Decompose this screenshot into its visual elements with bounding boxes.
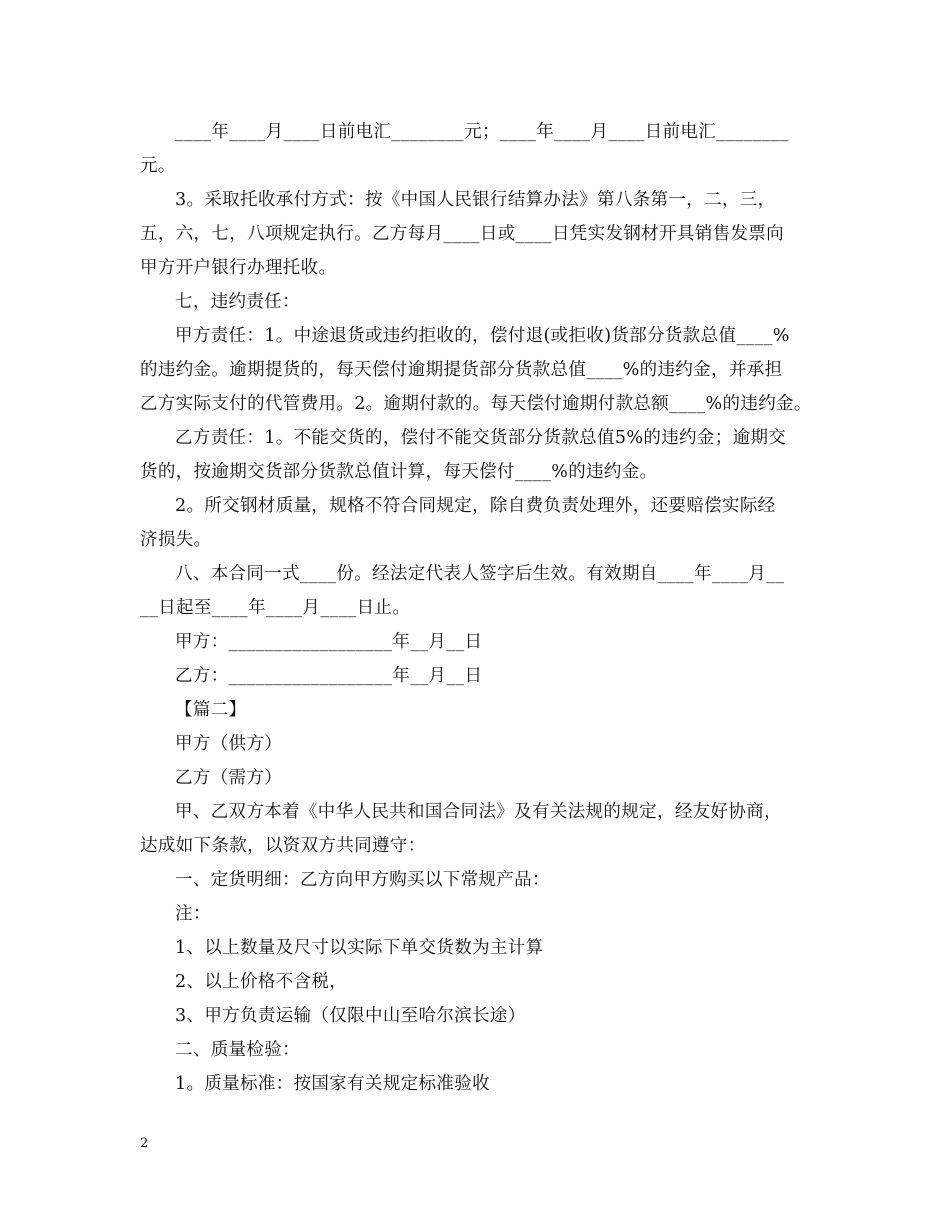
paragraph-line: 元。	[140, 156, 176, 176]
paragraph-line: 货的，按逾期交货部分货款总值计算，每天偿付____%的违约金。	[140, 462, 658, 482]
party-a-label: 甲方（供方）	[175, 734, 283, 754]
paragraph-line: 济损失。	[140, 530, 212, 550]
signature-line-party-b: 乙方：__________________年__月__日	[175, 666, 483, 686]
paragraph-line: 甲方开户银行办理托收。	[140, 258, 337, 278]
party-b-label: 乙方（需方）	[175, 768, 283, 788]
paragraph-line: 甲、乙双方本着《中华人民共和国合同法》及有关法规的规定，经友好协商，	[175, 802, 782, 822]
paragraph-line: 2。所交钢材质量，规格不符合同规定，除自费负责处理外，还要赔偿实际经	[175, 496, 776, 516]
section-title: 【篇二】	[175, 700, 247, 720]
paragraph-line: 五，六，七，八项规定执行。乙方每月____日或____日凭实发钢材开具销售发票向	[140, 224, 784, 244]
signature-line-party-a: 甲方：__________________年__月__日	[175, 632, 483, 652]
paragraph-line: 3。采取托收承付方式：按《中国人民银行结算办法》第八条第一，二，三，	[175, 190, 776, 210]
section-heading: 二、质量检验：	[175, 1040, 300, 1060]
list-item: 3、甲方负责运输（仅限中山至哈尔滨长途）	[175, 1006, 526, 1026]
section-heading: 一、定货明细：乙方向甲方购买以下常规产品：	[175, 870, 550, 890]
page-number: 2	[140, 1136, 149, 1151]
document-body	[140, 115, 812, 1101]
paragraph-line: 的违约金。逾期提货的，每天偿付逾期提货部分货款总值____%的违约金，并承担	[140, 360, 783, 380]
paragraph-line: 甲方责任：1。中途退货或违约拒收的，偿付退(或拒收)货部分货款总值____%	[175, 326, 790, 346]
paragraph-line: 八、本合同一式____份。经法定代表人签字后生效。有效期自____年____月__	[175, 564, 785, 584]
paragraph-line: 乙方实际支付的代管费用。2。逾期付款的。每天偿付逾期付款总额____%的违约金。	[140, 394, 812, 414]
note-label: 注：	[175, 904, 211, 924]
paragraph-line: __日起至____年____月____日止。	[140, 598, 411, 618]
paragraph-line: 达成如下条款，以资双方共同遵守：	[140, 836, 426, 856]
list-item: 2、以上价格不含税，	[175, 972, 348, 992]
list-item: 1。质量标准：按国家有关规定标准验收	[175, 1074, 490, 1094]
list-item: 1、以上数量及尺寸以实际下单交货数为主计算	[175, 938, 544, 958]
section-heading: 七，违约责任：	[175, 292, 300, 312]
paragraph-line: ____年____月____日前电汇________元；____年____月____日前电汇________	[175, 122, 789, 142]
paragraph-line: 乙方责任：1。不能交货的，偿付不能交货部分货款总值5%的违约金；逾期交	[175, 428, 787, 448]
